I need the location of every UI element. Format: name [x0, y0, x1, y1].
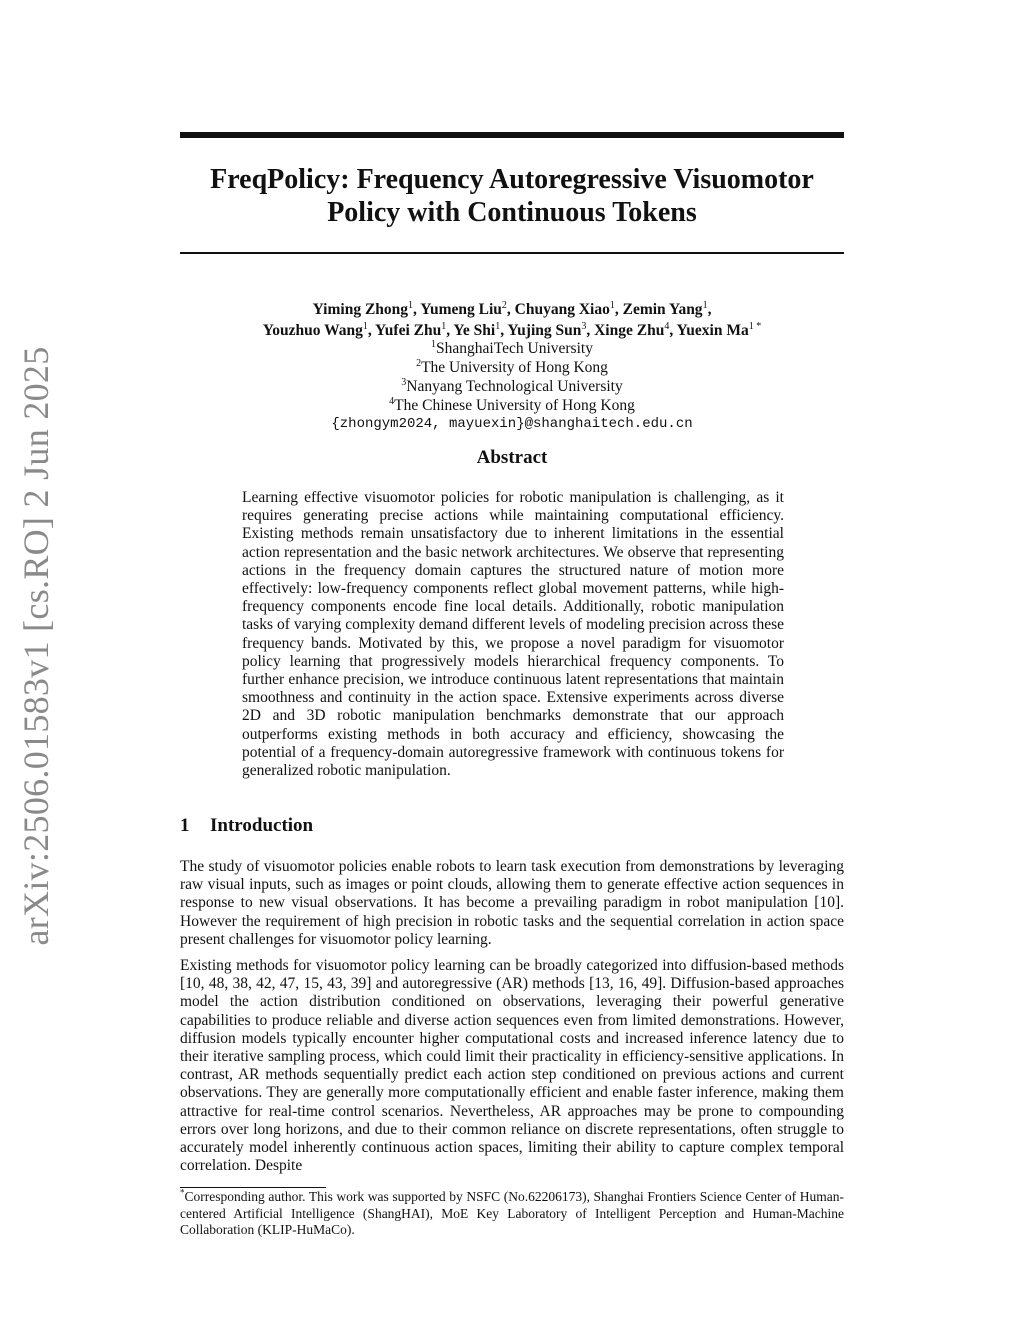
author-name: Yuexin Ma — [676, 322, 749, 339]
title-bottom-rule — [180, 252, 844, 254]
affil-name: ShanghaiTech University — [436, 340, 593, 357]
arxiv-id: arXiv:2506.01583v1 [cs.RO] 2 Jun 2025 — [16, 346, 56, 946]
author-name: Yumeng Liu — [420, 301, 502, 318]
title-line-2: Policy with Continuous Tokens — [327, 197, 697, 228]
affil-mark: 2 — [416, 357, 422, 369]
author-list — [180, 299, 844, 341]
footnote-text: Corresponding author. This work was supported by NSFC (No.62206173), Shanghai Frontiers Science Center of Human-centered Artificial Intelligence (ShangHAI), MoE Key Laboratory of Intelligent Perception and Human-Machine Collaboration (KLIP-HuMaCo). — [180, 1189, 844, 1237]
section-number: 1 — [180, 815, 190, 836]
author-line-1: Yiming Zhong$^1$, Yumeng Liu$^2$, Chuyang Xiao$^1$, Zemin Yang$^1$, — [312, 299, 712, 318]
affiliation — [180, 377, 844, 396]
affil-name: The University of Hong Kong — [421, 359, 608, 376]
author-name: Yufei Zhu — [375, 322, 442, 339]
section-heading-introduction — [180, 815, 313, 837]
contact-email: {zhongym2024, mayuexin}@shanghaitech.edu.cn — [331, 416, 693, 432]
author-affil-mark: 1 — [495, 320, 501, 332]
body-paragraph: Existing methods for visuomotor policy learning can be broadly categorized into diffusion-based methods [10, 48, 38, 42, 47, 15, 43, 39] and autoregressive (AR) methods [13, 16, 49]. Diffusion-based approaches model the action distribution conditioned on observations, leveraging their powerful generative capabilities to produce reliable and diverse action sequences even from limited demonstrations. However, diffusion models typically encounter higher computational costs and increased inference latency due to their iterative sampling process, which could limit their practicality in efficiency-sensitive applications. In contrast, AR methods sequentially predict each action step conditioned on previous actions and current observations. They are generally more computationally efficient and enable faster inference, making them attractive for real-time control scenarios. Nevertheless, AR approaches may be prone to compounding errors over long horizons, and due to their common reliance on discrete representations, often struggle to accurately model inherently continuous action spaces, limiting their ability to capture complex temporal correlation. Despite — [180, 957, 844, 1175]
author-name: Yiming Zhong — [312, 301, 409, 318]
affil-mark: 3 — [401, 376, 407, 388]
affiliation — [180, 396, 844, 415]
introduction-body — [180, 858, 844, 1183]
affiliation-list — [180, 339, 844, 434]
affiliation — [180, 339, 844, 358]
abstract-text: Learning effective visuomotor policies for robotic manipulation is challenging, as it requires generating precise actions while maintaining computational efficiency. Existing methods remain unsatisfactory due to inherent limitations in the essential action representation and the basic network architectures. We observe that representing actions in the frequency domain captures the structured nature of motion more effectively: low-frequency components reflect global movement patterns, while high-frequency components encode fine local details. Additionally, robotic manipulation tasks of varying complexity demand different levels of modeling precision across these frequency bands. Motivated by this, we propose a novel paradigm for visuomotor policy learning that progressively models hierarchical frequency components. To further enhance precision, we introduce continuous latent representations that maintain smoothness and continuity in the action space. Extensive experiments across diverse 2D and 3D robotic manipulation benchmarks demonstrate that our approach outperforms existing methods in both accuracy and efficiency, showcasing the potential of a frequency-domain autoregressive framework with continuous tokens for generalized robotic manipulation. — [242, 489, 784, 780]
author-line-2: Youzhuo Wang$^1$, Yufei Zhu$^1$, Ye Shi$^1$, Yujing Sun$^3$, Xinge Zhu$^4$, Yuexin $Ma^{1 *}$ — [262, 320, 762, 339]
arxiv-sidebar-stamp — [8, 346, 64, 946]
author-affil-mark: 3 — [581, 320, 587, 332]
author-affil-mark: 1 * — [748, 320, 762, 332]
footnote — [180, 1189, 844, 1239]
author-name: Youzhuo Wang — [262, 322, 363, 339]
affil-name: The Chinese University of Hong Kong — [394, 397, 635, 414]
author-affil-mark: 1 — [609, 299, 615, 311]
author-affil-mark: 1 — [702, 299, 708, 311]
abstract-heading: Abstract — [476, 447, 548, 468]
author-name: Yujing Sun — [507, 322, 582, 339]
section-title: Introduction — [210, 815, 314, 836]
title-top-rule — [180, 132, 844, 138]
affil-mark: 1 — [431, 338, 437, 350]
body-paragraph: The study of visuomotor policies enable robots to learn task execution from demonstrations by leveraging raw visual inputs, such as images or point clouds, allowing them to generate effective action sequences in response to new visual observations. It has become a prevailing paradigm in robot manipulation [10]. However the requirement of high precision in robotic tasks and the sequential correlation in action space present challenges for visuomotor policy learning. — [180, 858, 844, 948]
affil-mark: 4 — [389, 395, 395, 407]
footnote-rule — [180, 1187, 326, 1188]
author-affil-mark: 1 — [362, 320, 368, 332]
author-name: Chuyang Xiao — [514, 301, 610, 318]
author-name: Zemin Yang — [622, 301, 703, 318]
author-name: Xinge Zhu — [594, 322, 665, 339]
author-affil-mark: 1 — [441, 320, 447, 332]
author-affil-mark: 1 — [408, 299, 414, 311]
footnote-marker: * — [180, 1187, 185, 1198]
paper-title — [180, 163, 844, 229]
affiliation — [180, 358, 844, 377]
author-affil-mark: 2 — [501, 299, 507, 311]
title-line-1: FreqPolicy: Frequency Autoregressive Visuomotor — [210, 164, 814, 195]
affil-name: Nanyang Technological University — [406, 378, 623, 395]
author-name: Ye Shi — [453, 322, 496, 339]
author-affil-mark: 4 — [664, 320, 670, 332]
